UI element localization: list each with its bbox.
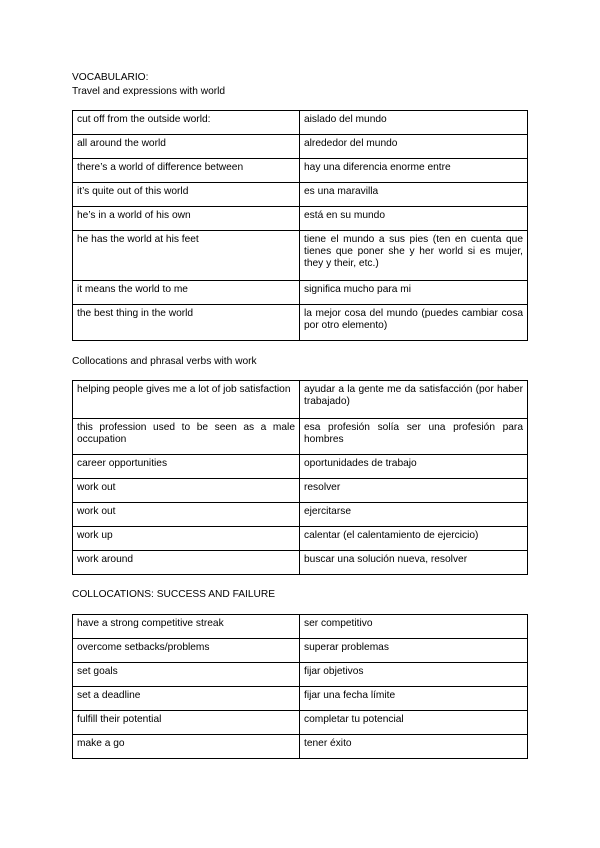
section-heading-world: Travel and expressions with world: [72, 86, 226, 97]
spanish-translation: ejercitarse: [300, 503, 528, 527]
table-row: [73, 111, 528, 135]
english-term: career opportunities: [73, 455, 300, 479]
english-term: work up: [73, 527, 300, 551]
table-row: [73, 207, 528, 231]
spanish-translation: aislado del mundo: [300, 111, 528, 135]
english-term: set goals: [73, 663, 300, 687]
spanish-translation: significa mucho para mi: [300, 281, 528, 305]
table-row: [73, 615, 528, 639]
table-row: [73, 231, 528, 281]
english-term: helping people gives me a lot of job satisfaction: [73, 381, 300, 419]
spanish-translation: resolver: [300, 479, 528, 503]
table-row: [73, 419, 528, 455]
english-term: all around the world: [73, 135, 300, 159]
vocab-table-success-failure: [72, 614, 528, 759]
english-term: overcome setbacks/problems: [73, 639, 300, 663]
table-row: [73, 135, 528, 159]
english-term: work around: [73, 551, 300, 575]
spanish-translation: alrededor del mundo: [300, 135, 528, 159]
table-row: [73, 503, 528, 527]
spanish-translation: buscar una solución nueva, resolver: [300, 551, 528, 575]
spanish-translation: fijar una fecha límite: [300, 687, 528, 711]
english-term: he has the world at his feet: [73, 231, 300, 281]
english-term: have a strong competitive streak: [73, 615, 300, 639]
spanish-translation: está en su mundo: [300, 207, 528, 231]
english-term: fulfill their potential: [73, 711, 300, 735]
english-term: set a deadline: [73, 687, 300, 711]
table-row: [73, 381, 528, 419]
table-row: [73, 735, 528, 759]
table-row: [73, 183, 528, 207]
english-term: work out: [73, 503, 300, 527]
table-row: [73, 663, 528, 687]
english-term: cut off from the outside world:: [73, 111, 300, 135]
table-row: [73, 527, 528, 551]
english-term: make a go: [73, 735, 300, 759]
spanish-translation: superar problemas: [300, 639, 528, 663]
spanish-translation: calentar (el calentamiento de ejercicio): [300, 527, 528, 551]
table-row: [73, 455, 528, 479]
spanish-translation: tener éxito: [300, 735, 528, 759]
english-term: he’s in a world of his own: [73, 207, 300, 231]
table-row: [73, 687, 528, 711]
table-row: [73, 551, 528, 575]
vocab-table-world: [72, 110, 528, 341]
section-heading-success-failure: COLLOCATIONS: SUCCESS AND FAILURE: [72, 589, 276, 600]
spanish-translation: completar tu potencial: [300, 711, 528, 735]
table-row: [73, 281, 528, 305]
spanish-translation: fijar objetivos: [300, 663, 528, 687]
table-row: [73, 479, 528, 503]
table-row: [73, 711, 528, 735]
vocab-table-work: [72, 380, 528, 575]
spanish-translation: hay una diferencia enorme entre: [300, 159, 528, 183]
table-row: [73, 159, 528, 183]
english-term: it’s quite out of this world: [73, 183, 300, 207]
english-term: the best thing in the world: [73, 305, 300, 341]
spanish-translation: tiene el mundo a sus pies (ten en cuenta que tienes que poner she y her world si es mujer, they y their, etc.): [300, 231, 528, 281]
spanish-translation: es una maravilla: [300, 183, 528, 207]
spanish-translation: ayudar a la gente me da satisfacción (por haber trabajado): [300, 381, 528, 419]
english-term: work out: [73, 479, 300, 503]
english-term: this profession used to be seen as a male occupation: [73, 419, 300, 455]
english-term: there’s a world of difference between: [73, 159, 300, 183]
document-title: VOCABULARIO:: [72, 72, 149, 83]
section-heading-work: Collocations and phrasal verbs with work: [72, 356, 257, 367]
table-row: [73, 639, 528, 663]
spanish-translation: la mejor cosa del mundo (puedes cambiar cosa por otro elemento): [300, 305, 528, 341]
spanish-translation: ser competitivo: [300, 615, 528, 639]
table-row: [73, 305, 528, 341]
english-term: it means the world to me: [73, 281, 300, 305]
spanish-translation: esa profesión solía ser una profesión para hombres: [300, 419, 528, 455]
spanish-translation: oportunidades de trabajo: [300, 455, 528, 479]
